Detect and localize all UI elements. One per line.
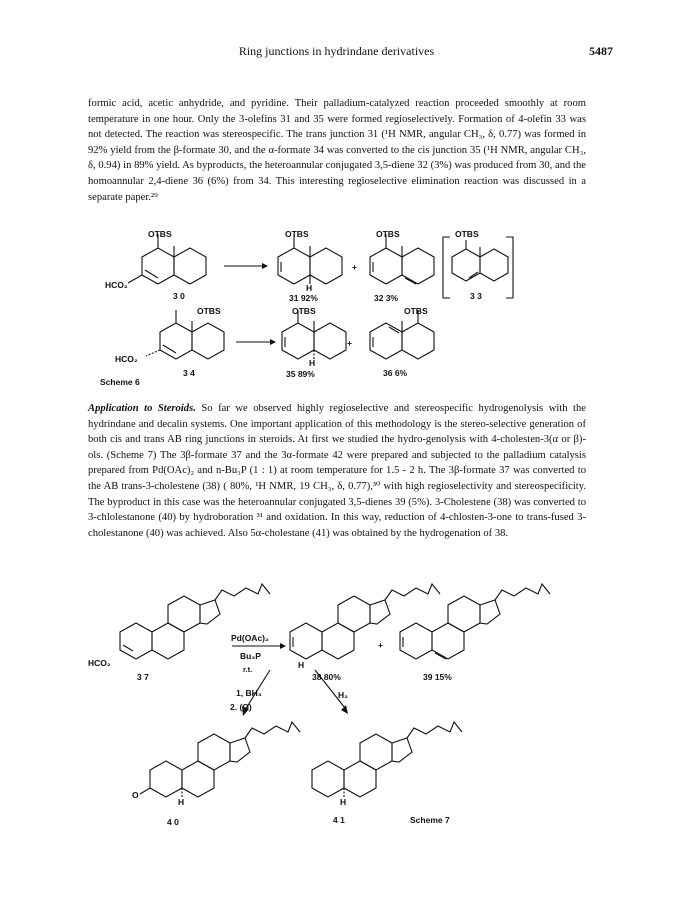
compound-36-label: 36 6% <box>383 368 408 378</box>
h-label: H <box>340 797 347 807</box>
compound-34-label: 3 4 <box>183 368 195 378</box>
scheme7-label: Scheme 7 <box>410 815 450 825</box>
otbs-label: OTBS <box>197 306 221 316</box>
plus-sign: + <box>347 338 352 348</box>
compound-37-structure <box>120 584 270 659</box>
step-oxidation: 2. (O) <box>230 702 252 712</box>
reagent-bu3p: Bu₃P <box>240 651 261 661</box>
otbs-label: OTBS <box>285 229 309 239</box>
compound-33-label: 3 3 <box>470 291 482 301</box>
h-label: H <box>178 797 185 807</box>
compound-39-label: 39 15% <box>423 672 452 682</box>
compound-41-structure <box>312 722 462 798</box>
otbs-label: OTBS <box>376 229 400 239</box>
reagent-h2: H₂ <box>338 690 348 700</box>
compound-35-label: 35 89% <box>286 369 315 379</box>
h-label: H <box>309 358 316 368</box>
scheme6-label: Scheme 6 <box>100 377 140 387</box>
compound-32-label: 32 3% <box>374 293 399 303</box>
section-text: So far we observed highly regioselective and stereospecific hydrogenolysis with the hydrindane and decalin systems. One important application of this methodology is the stereo-selective generation of both cis and trans AB ring junctions in steroids. At first we studied the hydro-genolysis with 4-cholesten-3(α or β)-ols. (Scheme 7) The 3β-formate 37 and the 3α-formate 42 were prepared and subjected to the palladium catalysis prepared from Pd(OAc)₂ and n-Bu₃P (1 : 1) at room temperature for 1.5 - 2 h. The 3β-formate 37 was converted to the AB trans-3-cholestene (38) ( 80%, ¹H NMR, 19 CH₃, δ, 0.77),³⁰ with high regioselectivity and stereospecificity. The byproduct in this case was the heteroannular conjugated 3,5-dienes 39 (5%). 3-Cholestene (38) was converted to 3-chlolestanone (40) by hydroboration ³¹ and oxidation. In this way, reduction of 4-chlosten-3-one to trans-fused 3-cholestanone (40) was achieved. Also 5α-cholestane (41) was obtained by the hydrogenation of 38. <box>88 403 586 539</box>
otbs-label: OTBS <box>148 229 172 239</box>
plus-sign: + <box>352 262 357 272</box>
compound-40-structure <box>140 722 300 798</box>
compound-38-structure <box>290 584 440 659</box>
reagent-pdoac2: Pd(OAc)₂ <box>231 633 269 643</box>
otbs-label: OTBS <box>292 306 316 316</box>
compound-39-structure <box>400 584 550 659</box>
step-hydroboration: 1, BH₃ <box>236 688 262 698</box>
hco2-label: HCO₂ <box>105 280 128 290</box>
otbs-label: OTBS <box>404 306 428 316</box>
compound-37-label: 3 7 <box>137 672 149 682</box>
h-label: H <box>306 283 313 293</box>
oxo-label: O <box>132 790 139 800</box>
reagent-rt: r.t. <box>243 665 253 674</box>
otbs-label: OTBS <box>455 229 479 239</box>
section-heading: Application to Steroids. <box>88 403 196 414</box>
running-title: Ring junctions in hydrindane derivatives <box>238 44 435 58</box>
h-label: H <box>298 660 305 670</box>
compound-40-label: 4 0 <box>167 817 179 827</box>
compound-31-label: 31 92% <box>289 293 318 303</box>
paragraph-scheme6-intro: formic acid, acetic anhydride, and pyridine. Their palladium-catalyzed reaction proceeded smoothly at room temperature in one hour. Only the 3-olefins 31 and 35 were formed regioselectively. Formation of 4-olefin 33 was not detected. The reaction was stereospecific. The trans junction 31 (¹H NMR, angular CH₃, δ, 0.77) was formed in 92% yield from the β-formate 30, and the α-formate 34 was converted to the cis junction 35 (¹H NMR, angular CH₃, δ, 0.94) in 89% yield. As byproducts, the heteroannular conjugated 3,5-diene 32 (3%) was produced from 30, and the homoannular 2,4-diene 36 (6%) from 34. This interesting regioselective elimination reaction was discussed in a separate paper.²⁹ <box>88 98 586 203</box>
page-number: 5487 <box>589 44 613 58</box>
plus-sign: + <box>378 640 383 650</box>
hco2-label: HCO₂ <box>115 354 138 364</box>
compound-30-label: 3 0 <box>173 291 185 301</box>
hco2-label: HCO₂ <box>88 658 111 668</box>
compound-41-label: 4 1 <box>333 815 345 825</box>
compound-38-label: 38 80% <box>312 672 341 682</box>
